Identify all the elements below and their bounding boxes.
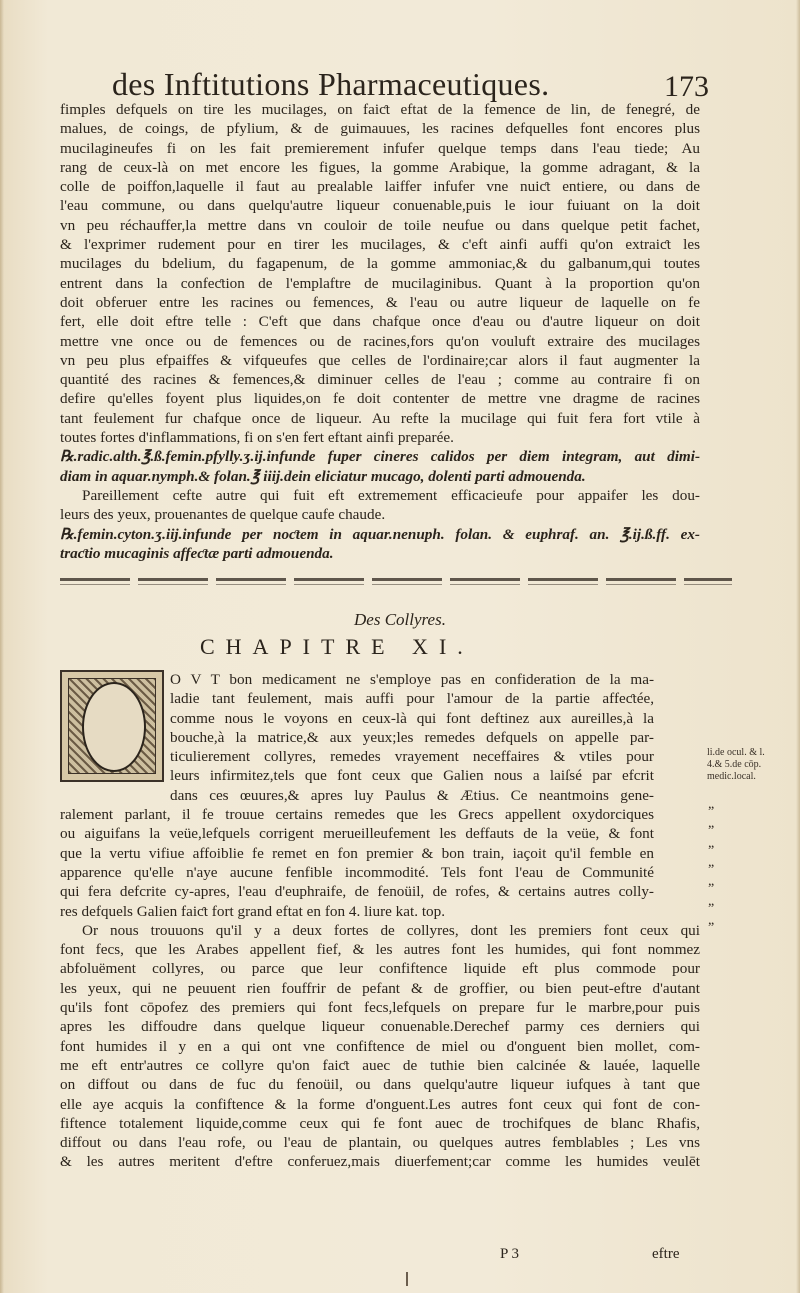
text-line: defire qu'elles foyent plus liquides,on fe doit contenter de mettre vne dragme de racines bbox=[60, 390, 700, 408]
quote-mark: „ bbox=[708, 894, 715, 909]
quote-mark: „ bbox=[708, 855, 715, 870]
section-title: Des Collyres. bbox=[354, 610, 446, 629]
quote-mark: „ bbox=[708, 874, 715, 889]
text-line: abfoluëment collyres, ou parce que leur confiftence liquide eft plus commode pour bbox=[60, 960, 700, 978]
margin-note-line: 4.& 5.de cōp. bbox=[707, 759, 762, 770]
text-line: on diffout ou dans de fuc du fenoüil, ou dans quelqu'autre liqueur iufques à tant que bbox=[60, 1076, 700, 1094]
quote-mark: „ bbox=[708, 816, 715, 831]
text-line: doit obferuer entre les racines ou femences, & l'eau ou autre liqueur de laquelle on fe bbox=[60, 293, 700, 311]
text-line: vn peu réchauffer,la mettre dans vn couloir de toile neufue ou dans quelque petit fachet, bbox=[60, 216, 700, 234]
recipe-line: ℞.femin.cyton.ʒ.iij.infunde per noƈtem in aquar.nenuph. folan. & euphraf. an. ℥.ij.ß.ff. ex- bbox=[60, 525, 700, 543]
text-line: res defquels Galien faiƈt fort grand eftat en fon 4. liure kat. top. bbox=[60, 902, 446, 920]
text-line: ticulierement collyres, remedes vrayement neceffaires & vtiles pour bbox=[170, 748, 654, 766]
text-line: quantité des racines & femences,& diminuer celles de l'eau ; comme au contraire fi on bbox=[60, 371, 700, 389]
text-line: font humides il y en a qui ont vne confiftence de miel ou d'onguent bien mollet, com- bbox=[60, 1037, 700, 1055]
recipe-line: traƈtio mucaginis affeƈtæ parti admouenda. bbox=[60, 544, 334, 562]
running-head: des Inftitutions Pharmaceutiques. bbox=[112, 66, 550, 102]
text-line: fert, elle doit eftre telle : C'eft que dans chafque once d'eau ou d'autre liqueur on doit bbox=[60, 313, 700, 331]
text-line: fimples defquels on tire les mucilages, on faiƈt eftat de la femence de lin, de fenegré, de bbox=[60, 101, 700, 118]
text-line: me eft entr'autres ce collyre qu'on faiƈt auec de tuthie bien calcinée & lauée, laquelle bbox=[60, 1056, 700, 1074]
text-line: ralement parlant, il fe trouue certains remedes que les Grecs appellent oxydorciques bbox=[60, 806, 654, 824]
text-line: malues, de coings, de pfylium, & de guimauues, les racines defquelles font encores plus bbox=[60, 120, 700, 138]
recipe-line: ℞.radic.alth.℥.ß.femin.pfylly.ʒ.ij.infunde fuper cineres calidos per diem integram, aut dimi- bbox=[60, 448, 700, 466]
text-line: fiftence totalement liquide,comme ceux qui fe font auec de trochifques de blanc Rhafis, bbox=[60, 1114, 700, 1132]
text-line: apparence qu'elle n'aye aucune fenfible incommodité. Tels font l'eau de Communité bbox=[60, 863, 654, 881]
text-line: leurs infirmitez,tels que font ceux que Galien nous a laiſsé par efcrit bbox=[170, 767, 654, 785]
paragraph-mucilages bbox=[60, 100, 700, 563]
text-line: font fecs, que les Arabes appellent fief, & les autres font les humides, qui font nommez bbox=[60, 941, 700, 959]
text-line: bouche,à la matrice,& aux yeux;les remedes defquels on appelle par- bbox=[170, 728, 654, 746]
page-number: 173 bbox=[664, 70, 709, 103]
quote-mark: „ bbox=[708, 913, 715, 928]
text-line: colle de poiffon,laquelle il faut au prealable laiffer infufer vne nuiƈt entiere, ou dans de bbox=[60, 178, 700, 196]
recipe-line: diam in aquar.nymph.& folan.℥ iiij.dein eliciatur mucago, dolenti parti admouenda. bbox=[60, 467, 586, 485]
text-line: Pareillement cefte autre qui fuit eft extremement efficacieufe pour appaifer les dou- bbox=[82, 486, 700, 504]
text-line: apres les diffoudre dans quelque liqueur conuenable.Derechef parmy ces derniers qui bbox=[60, 1018, 700, 1036]
margin-note-line: medic.local. bbox=[707, 771, 756, 782]
text-line: mucilages du bdelium, du fagapenum, de la gomme ammoniac,& du galbanum,qui toutes bbox=[60, 255, 700, 273]
text-line: toutes fortes d'inflammations, fi on s'en fert eftant ainfi preparée. bbox=[60, 429, 454, 447]
text-line: rang de ceux-là on met encore les figues, la gomme Arabique, la gomme adragant, & la bbox=[60, 158, 700, 176]
section-divider-thin bbox=[60, 584, 732, 585]
quote-mark: „ bbox=[708, 797, 715, 812]
text-line: vn peu plus efpaiffes & vifqueufes que celles de l'ordinaire;car alors il faut augmenter la bbox=[60, 351, 700, 369]
text-line: elle aye acquis la confiftence & la forme d'onguent.Les autres font ceux qui font de con- bbox=[60, 1095, 700, 1113]
section-divider bbox=[60, 578, 732, 581]
text-line: entrent dans la confeƈtion de l'emplaftre de mucilaginibus. Quant à la proportion qu'on bbox=[60, 274, 700, 292]
text-line: l'eau commune, ou dans quelqu'autre liqueur conuenable,puis le iour fuiuant on la doit bbox=[60, 197, 700, 215]
chapter-heading: CHAPITRE XI. bbox=[200, 634, 474, 659]
text-line: & les autres meritent d'eftre conferuez,mais diuerfement;car comme les humides veulēt bbox=[60, 1153, 700, 1171]
text-line: mettre vne once ou de femences ou de racines,fors qu'on vouluft extraire des mucilages bbox=[60, 332, 700, 350]
page-edge-left bbox=[0, 0, 4, 1293]
quote-mark: „ bbox=[708, 836, 715, 851]
catchword: eftre bbox=[652, 1246, 680, 1262]
text-line: les yeux, qui ne peuuent rien fouffrir de pefant & de groffier, ou bien peut-eftre d'autant bbox=[60, 979, 700, 997]
page-tick-mark bbox=[406, 1272, 408, 1286]
text-line: O V T bon medicament ne s'employe pas en confideration de la ma- bbox=[170, 671, 654, 688]
text-line: tant feulement fur chafque once de liqueur. Au refte la mucilage qui fuit fera fort vtile à bbox=[60, 409, 700, 427]
text-line: qui fera defcrite cy-apres, l'eau d'euphraife, de fenoüil, de rofes, & certains autres colly- bbox=[60, 883, 654, 901]
text-line: Or nous trouuons qu'il y a deux fortes de collyres, dont les premiers font ceux qui bbox=[82, 921, 700, 939]
text-line: que la vertu vifiue affoiblie fe remet en fon premier & bon train, iaçoit qu'il femble en bbox=[60, 844, 654, 862]
signature-mark: P 3 bbox=[500, 1246, 520, 1262]
text-line: dans ces œuures,& apres luy Paulus & Ætius. Ce neantmoins gene- bbox=[170, 786, 654, 804]
page-edge-right bbox=[796, 0, 800, 1293]
text-line: leurs des yeux, prouenantes de quelque caufe chaude. bbox=[60, 506, 386, 524]
text-line: qu'ils font cōpofez des premiers qui font fecs,lefquels on prepare fur le marbre,pour puis bbox=[60, 999, 700, 1017]
margin-note-line: li.de ocul. & l. bbox=[707, 747, 765, 758]
text-line: ou aiguifans la veüe,lefquels corrigent merueilleufement les deffauts de la veüe, & font bbox=[60, 825, 654, 843]
text-line: ladie tant feulement, mais auffi pour l'amour de la partie affeƈtée, bbox=[170, 690, 654, 708]
paragraph-collyres bbox=[60, 670, 700, 1172]
text-line: diffout ou dans l'eau rofe, ou l'eau de plantain, ou quelques autres femblables ; Les vns bbox=[60, 1134, 700, 1152]
text-line: mucilagineufes fi on les fait premierement infufer quelque temps dans l'eau tiede; Au bbox=[60, 139, 700, 157]
text-line: & l'exprimer rudement pour en tirer les mucilages, & c'eft ainfi auffi qu'on extraiƈt les bbox=[60, 236, 700, 254]
text-line: comme nous le voyons en ceux-là qui font deftinez aux aureilles,à la bbox=[170, 709, 654, 727]
